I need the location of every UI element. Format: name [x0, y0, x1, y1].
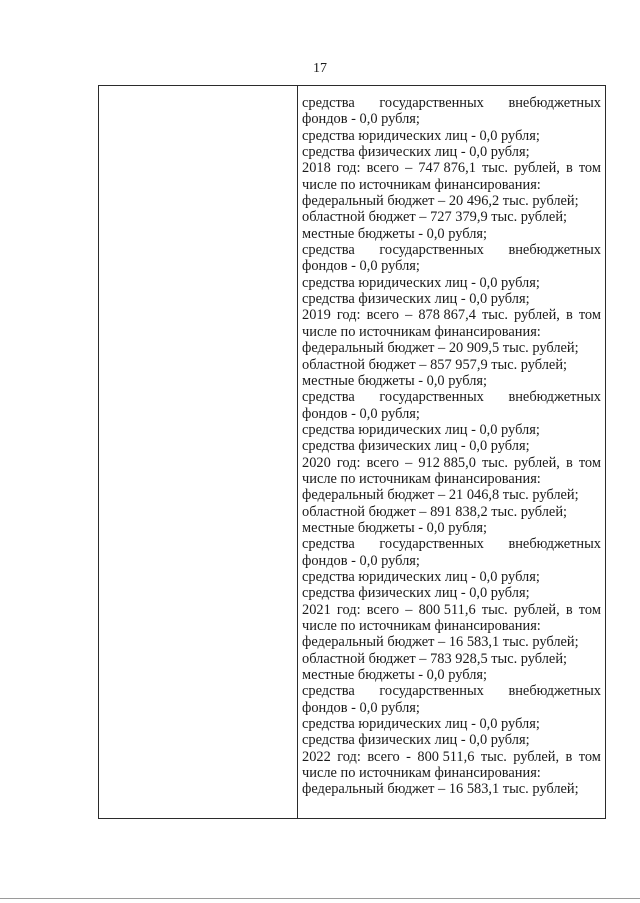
text-word: государственных [379, 683, 484, 700]
text-word: рублей, [514, 454, 560, 471]
page-number: 17 [313, 61, 327, 76]
text-line: областной бюджет – 783 928,5 тыс. рублей; [302, 650, 568, 667]
text-word: в [565, 160, 573, 177]
text-word: 2020 [302, 454, 331, 471]
text-word: средства [302, 389, 355, 406]
text-word: год: [336, 160, 361, 177]
text-word: средства [302, 242, 355, 259]
text-word: том [578, 601, 601, 618]
text-line [302, 307, 601, 323]
text-line [302, 242, 601, 258]
text-word: средства [302, 683, 355, 700]
text-word: тыс. [482, 307, 508, 324]
text-line: числе по источникам финансирования: [302, 765, 541, 782]
text-line: числе по источникам финансирования: [302, 618, 541, 634]
text-line: местные бюджеты - 0,0 рубля; [302, 519, 487, 536]
text-line [302, 536, 601, 552]
text-word: год: [336, 307, 361, 324]
text-word: – [405, 160, 413, 177]
text-line: областной бюджет – 857 957,9 тыс. рублей; [302, 356, 568, 373]
text-word: рублей, [513, 601, 560, 618]
text-word: 800 511,6 [418, 601, 476, 618]
text-word: в [565, 601, 573, 618]
text-word: внебюджетных [508, 95, 601, 111]
text-word: 747 876,1 [418, 160, 476, 177]
text-line: средства юридических лиц - 0,0 рубля; [302, 274, 540, 291]
text-word: – [405, 454, 413, 471]
text-line: числе по источникам финансирования: [302, 323, 541, 340]
text-word: тыс. [480, 748, 507, 765]
text-word: 2022 [302, 748, 331, 765]
text-word: 912 885,0 [418, 454, 476, 471]
text-line: местные бюджеты - 0,0 рубля; [302, 667, 487, 684]
text-word: 800 511,6 [417, 748, 475, 765]
text-word: государственных [379, 242, 484, 259]
text-word: всего [366, 454, 399, 471]
text-line: фондов - 0,0 рубля; [302, 258, 420, 275]
text-line [302, 389, 601, 405]
text-word: тыс. [482, 454, 508, 471]
text-word: том [578, 307, 601, 324]
text-word: в [565, 748, 573, 765]
text-line: фондов - 0,0 рубля; [302, 552, 420, 569]
text-word: средства [302, 95, 355, 111]
text-word: внебюджетных [508, 536, 601, 553]
text-line: федеральный бюджет – 20 496,2 тыс. рублей; [302, 193, 579, 210]
text-word: – [405, 307, 413, 324]
text-word: в [565, 307, 573, 324]
text-line [302, 455, 601, 471]
text-line: средства физических лиц - 0,0 рубля; [302, 144, 530, 161]
text-line: областной бюджет – 727 379,9 тыс. рублей; [302, 209, 568, 226]
column-divider [297, 86, 298, 818]
text-word: государственных [379, 95, 484, 111]
bottom-rule [0, 898, 640, 899]
text-line: средства физических лиц - 0,0 рубля; [302, 438, 530, 455]
text-word: том [578, 454, 601, 471]
text-word: год: [336, 454, 361, 471]
text-line: средства юридических лиц - 0,0 рубля; [302, 716, 540, 733]
text-line: местные бюджеты - 0,0 рубля; [302, 225, 487, 242]
text-line: федеральный бюджет – 16 583,1 тыс. рублей; [302, 634, 579, 651]
text-word: 878 867,4 [418, 307, 476, 324]
text-line: федеральный бюджет – 20 909,5 тыс. рублей; [302, 340, 579, 357]
text-line [302, 95, 601, 111]
text-word: всего [367, 748, 400, 765]
text-line: средства юридических лиц - 0,0 рубля; [302, 568, 540, 585]
text-word: - [406, 748, 411, 765]
text-word: год: [337, 748, 361, 765]
financing-text-cell [302, 95, 601, 798]
text-line: местные бюджеты - 0,0 рубля; [302, 372, 487, 389]
text-word: рублей, [513, 748, 560, 765]
text-line: числе по источникам финансирования: [302, 176, 541, 193]
text-word: том [578, 748, 601, 765]
text-word: 2018 [302, 160, 331, 177]
text-line [302, 160, 601, 176]
text-line: средства юридических лиц - 0,0 рубля; [302, 127, 540, 144]
text-word: внебюджетных [508, 389, 601, 406]
text-line: средства физических лиц - 0,0 рубля; [302, 585, 530, 602]
financing-table [98, 85, 606, 819]
text-line: средства физических лиц - 0,0 рубля; [302, 291, 530, 308]
text-word: в [565, 454, 573, 471]
text-line: средства юридических лиц - 0,0 рубля; [302, 421, 540, 438]
text-line [302, 683, 601, 699]
text-word: государственных [379, 536, 484, 553]
text-line [302, 749, 601, 765]
text-word: тыс. [482, 160, 508, 177]
text-word: государственных [379, 389, 484, 406]
text-word: 2021 [302, 601, 331, 618]
text-line: областной бюджет – 891 838,2 тыс. рублей; [302, 503, 568, 520]
text-word: рублей, [514, 160, 560, 177]
text-word: всего [366, 307, 399, 324]
text-word: том [578, 160, 601, 177]
text-line: фондов - 0,0 рубля; [302, 111, 420, 128]
text-line: фондов - 0,0 рубля; [302, 699, 420, 716]
text-line: федеральный бюджет – 16 583,1 тыс. рублей; [302, 781, 579, 798]
text-word: внебюджетных [508, 242, 601, 259]
text-word: тыс. [481, 601, 508, 618]
text-word: всего [366, 160, 399, 177]
text-line [302, 602, 601, 618]
text-word: рублей, [514, 307, 560, 324]
text-line: фондов - 0,0 рубля; [302, 405, 420, 422]
text-line: федеральный бюджет – 21 046,8 тыс. рублей; [302, 487, 579, 504]
text-line: средства физических лиц - 0,0 рубля; [302, 732, 530, 749]
text-word: – [405, 601, 413, 618]
text-word: год: [336, 601, 361, 618]
text-word: средства [302, 536, 355, 553]
text-word: всего [366, 601, 400, 618]
text-word: внебюджетных [508, 683, 601, 700]
text-word: 2019 [302, 307, 331, 324]
text-line: числе по источникам финансирования: [302, 470, 541, 487]
